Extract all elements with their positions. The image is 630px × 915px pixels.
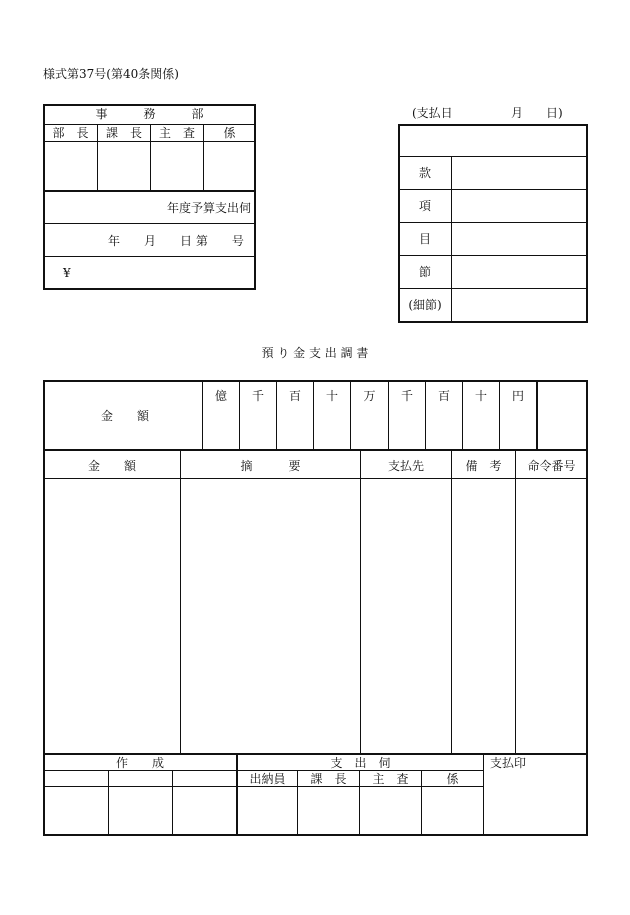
detail-header: 金 額 <box>87 459 136 473</box>
budget-item-label: 節 <box>418 265 431 279</box>
department-label: 事 務 部 <box>95 107 204 121</box>
amount-label: 金 額 <box>101 409 150 423</box>
inquiry-role: 出納員 <box>249 772 286 786</box>
payment-date-month: 月 <box>511 106 524 120</box>
budget-line: 年度予算支出伺 <box>167 201 252 215</box>
payment-inquiry-label: 支 出 伺 <box>330 756 391 770</box>
role-header: 主 査 <box>158 126 195 140</box>
detail-header: 支払先 <box>387 459 424 473</box>
role-header: 課 長 <box>105 126 142 140</box>
form-title: 預 り 金 支 出 調 書 <box>261 346 369 360</box>
payment-date-prefix: (支払日 <box>412 106 453 120</box>
digit-label: 十 <box>474 389 487 403</box>
role-header: 部 長 <box>52 126 89 140</box>
digit-label: 十 <box>325 389 338 403</box>
payment-date-day: 日) <box>546 106 563 120</box>
digit-label: 万 <box>363 389 376 403</box>
digit-label: 百 <box>288 389 301 403</box>
detail-header: 備 考 <box>465 459 502 473</box>
role-header: 係 <box>223 126 236 140</box>
digit-label: 千 <box>251 389 264 403</box>
digit-label: 億 <box>214 389 227 403</box>
budget-item-label: 目 <box>418 232 431 246</box>
form-number: 様式第37号(第40条関係) <box>43 67 179 81</box>
inquiry-role: 係 <box>446 772 459 786</box>
yen-mark: ¥ <box>63 266 71 280</box>
payment-stamp-label: 支払印 <box>490 756 527 770</box>
digit-label: 円 <box>511 389 524 403</box>
digit-label: 百 <box>437 389 450 403</box>
date-line: 年 月 日 第 号 <box>108 234 244 248</box>
detail-header: 摘 要 <box>240 459 301 473</box>
budget-item-label: 項 <box>418 199 431 213</box>
budget-item-label: 款 <box>418 166 431 180</box>
detail-header: 命令番号 <box>527 459 576 473</box>
budget-item-label: (細節) <box>408 298 442 312</box>
prepared-label: 作 成 <box>115 756 164 770</box>
inquiry-role: 課 長 <box>310 772 347 786</box>
inquiry-role: 主 査 <box>372 772 409 786</box>
digit-label: 千 <box>400 389 413 403</box>
